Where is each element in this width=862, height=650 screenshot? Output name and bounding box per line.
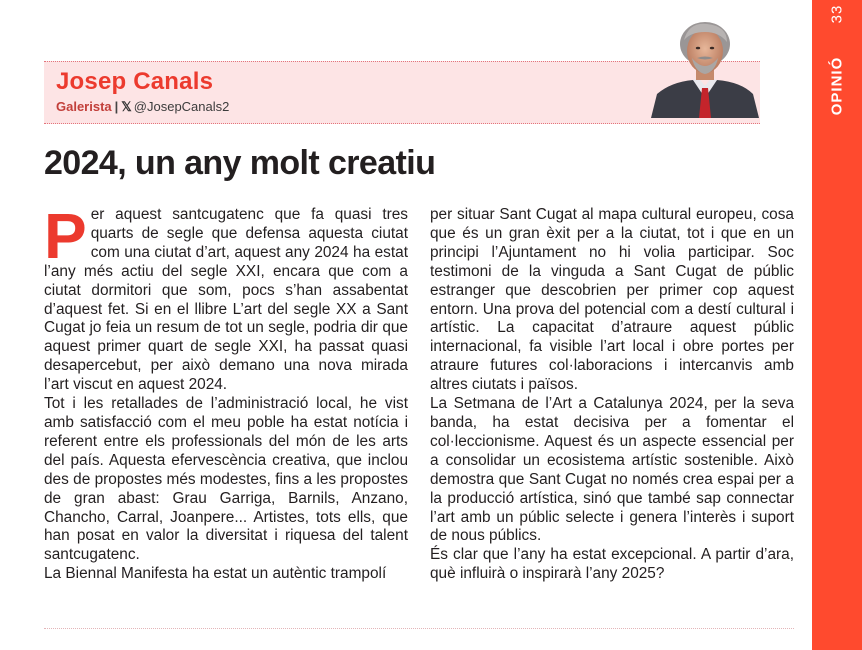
paragraph: Tot i les retallades de l’administració local, he vist amb satisfacció com el meu poble ha estat notícia i referent entre els professionals del món de les arts del país. Aquesta efervescència creativa, que inclou des de propostes més modestes, fins a les propostes de gran abast: Grau Garriga, Barnils, Anzano, Chancho, Carral, Joanpere... Artistes, tots ells, que han posat en valor la diversitat i riquesa del talent santcugatenc. — [44, 395, 408, 564]
author-photo — [649, 20, 761, 118]
drop-cap: P — [44, 200, 87, 272]
author-role: Galerista — [56, 99, 112, 114]
paragraph: És clar que l’any ha estat excepcional. A partir d’ara, què influirà o inspirarà l’any 2025? — [430, 546, 794, 583]
footer-divider — [44, 628, 794, 629]
author-portrait-image — [649, 20, 761, 118]
section-band — [812, 0, 862, 650]
article-column-2 — [430, 206, 794, 584]
paragraph: per situar Sant Cugat al mapa cultural europeu, cosa que és un gran èxit per a la ciutat, tot i que en un principi l’Ajuntament no hi volia participar. Soc testimoni de la vinguda a Sant Cugat de públic estranger que descobrien per primer cop aquest entorn. Una prova del potencial com a destí cultural i artístic. La capacitat d’atraure aquest públic internacional, fa visible l’art local i obre portes per atraure futures col·laboracions i intercanvis amb altres ciutats i països. — [430, 206, 794, 394]
section-label: OPINIÓ — [828, 56, 846, 116]
paragraph: er aquest santcugatenc que fa quasi tres quarts de segle que defensa aquesta ciutat com una ciutat d’art, aquest any 2024 ha estat l’any més actiu del segle XXI, encara que com a ciutat dormitori que som, pocs s’han assabentat d’aquest fet. Si en el llibre L’art del segle XX a Sant Cugat jo feia un resum de tot un segle, podria dir que aquest primer quart de segle XXI, ha passat quasi desapercebut, per això demano una nova mirada l’art viscut en aquest 2024. — [44, 206, 408, 394]
article-column-1 — [44, 200, 408, 584]
author-name: Josep Canals — [56, 68, 214, 95]
author-byline — [56, 99, 229, 115]
headline: 2024, un any molt creatiu — [44, 144, 436, 182]
x-logo-icon: 𝕏 — [121, 99, 132, 114]
paragraph: La Setmana de l’Art a Catalunya 2024, per la seva banda, ha estat decisiva per a fomentar el col·leccionisme. Aquest és un aspecte essencial per a consolidar un ecosistema artístic sostenible. Això demostra que Sant Cugat no només crea espai per a la producció artística, sinó que també sap connectar l’art amb un públic selecte i genera l’interès i suport de nous públics. — [430, 395, 794, 545]
page-number: 33 — [828, 4, 846, 24]
byline-separator: | — [114, 99, 119, 114]
author-handle[interactable]: @JosepCanals2 — [133, 99, 230, 114]
paragraph: La Biennal Manifesta ha estat un autèntic trampolí — [44, 565, 387, 583]
